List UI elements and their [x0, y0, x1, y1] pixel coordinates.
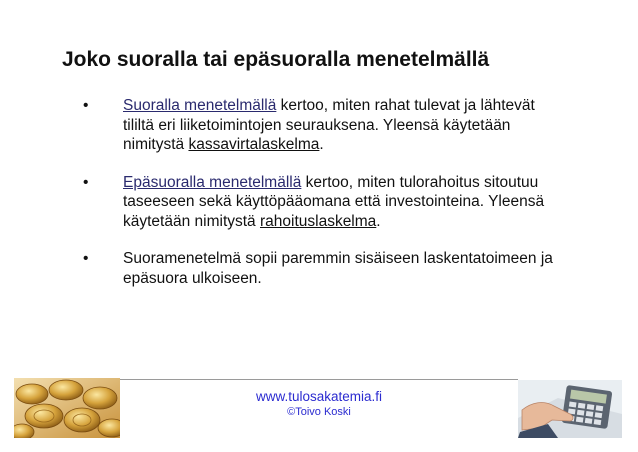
bullet-indirect-method [83, 173, 563, 232]
term-financing-statement: rahoituslaskelma [259, 212, 377, 230]
bullet-text: Suoramenetelmä sopii paremmin sisäiseen laskentatoimeen ja epäsuora ulkoiseen. [123, 250, 553, 287]
footer-copyright: ©Toivo Koski [287, 406, 351, 418]
bullet-text [123, 173, 563, 232]
footer-url[interactable]: www.tulosakatemia.fi [255, 389, 383, 404]
slide-title: Joko suoralla tai epäsuoralla menetelmällä [62, 48, 490, 71]
footer-divider [120, 379, 518, 380]
bullet-end: . [376, 212, 381, 230]
bullet-marker: • [83, 97, 89, 114]
term-cashflow-statement: kassavirtalaskelma [188, 136, 320, 153]
bullet-body: kertoo, miten rahat tulevat ja lähtevät tililtä eri liiketoimintojen seurauksena. Yleensä käytetään nimitystä [123, 97, 535, 153]
bullet-marker: • [83, 173, 89, 191]
bullet-text [123, 96, 563, 155]
direct-method-link[interactable]: Suoralla menetelmällä [123, 97, 277, 114]
bullet-end: . [319, 136, 324, 153]
bullet-marker: • [83, 250, 89, 267]
bullet-direct-method [83, 96, 563, 155]
bullet-list [83, 96, 563, 288]
bullet-body: kertoo, miten tulorahoitus sitoutuu taseeseen sekä käyttöpääomana että investointeina. Yleensä käytetään nimitystä [123, 173, 545, 230]
indirect-method-link[interactable]: Epäsuoralla menetelmällä [123, 173, 302, 191]
bullet-conclusion [83, 249, 563, 288]
